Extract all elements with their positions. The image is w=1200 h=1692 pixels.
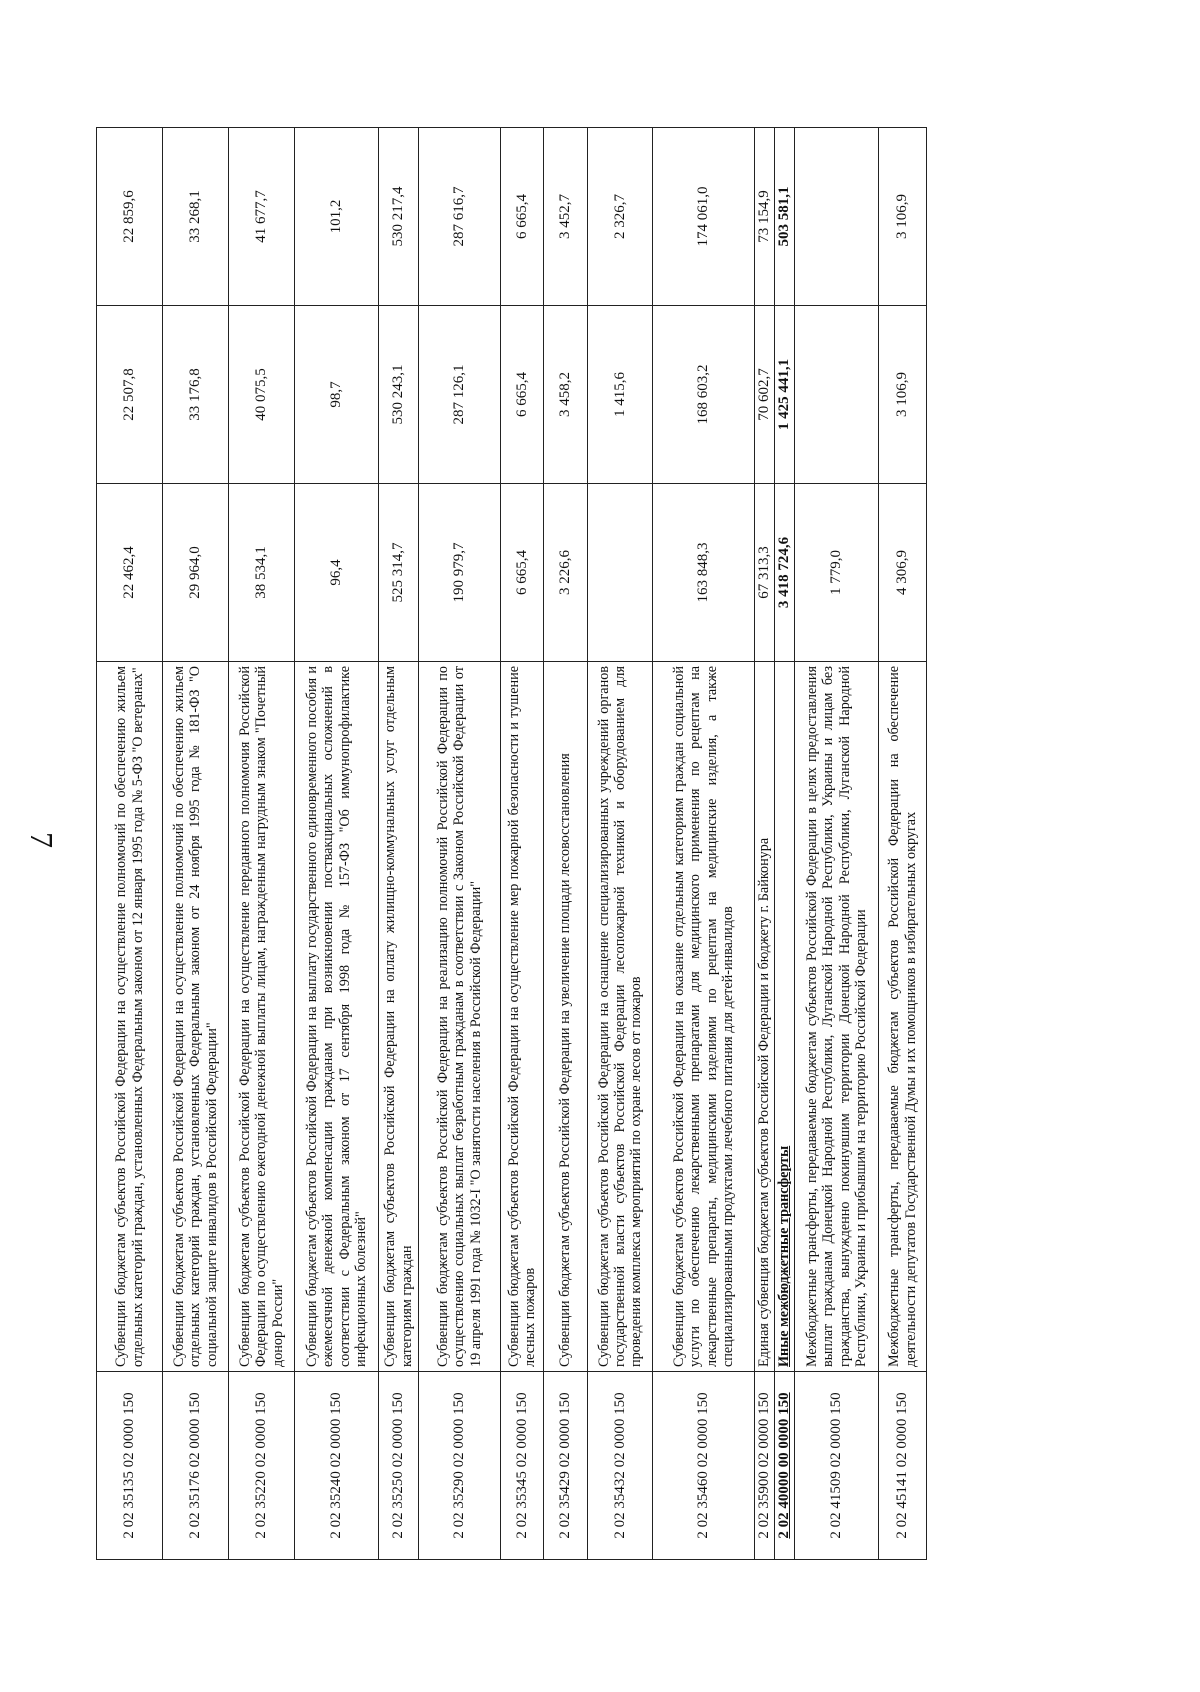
table-row xyxy=(501,128,544,1560)
table-row xyxy=(588,128,653,1560)
amount-cell-year-1: 29 964,0 xyxy=(163,484,229,662)
amount-cell-year-2: 3 458,2 xyxy=(544,306,588,484)
amount-cell-year-3: 3 452,7 xyxy=(544,128,588,306)
amount-cell-year-2: 3 106,9 xyxy=(879,306,927,484)
description-cell: Субвенции бюджетам субъектов Российской Федерации на выплату государственного единовременного пособия и ежемесячной денежной компенсации гражданам при возникновении поствакцинальных осложнений в соответствии с Федеральным законом от 17 сентября 1998 года № 157-ФЗ "Об иммунопрофилактике инфекционных болезней" xyxy=(295,662,379,1372)
amount-cell-year-2: 530 243,1 xyxy=(379,306,419,484)
amount-cell-year-1: 6 665,4 xyxy=(501,484,544,662)
amount-cell-year-2: 1 425 441,1 xyxy=(775,306,795,484)
table-row xyxy=(229,128,295,1560)
budget-code-cell: 2 02 35429 02 0000 150 xyxy=(544,1372,588,1560)
description-cell: Субвенции бюджетам субъектов Российской Федерации на оплату жилищно-коммунальных услуг отдельным категориям граждан xyxy=(379,662,419,1372)
description-cell: Иные межбюджетные трансферты xyxy=(775,662,795,1372)
amount-cell-year-2 xyxy=(795,306,879,484)
budget-code-cell: 2 02 35460 02 0000 150 xyxy=(653,1372,755,1560)
description-cell: Единая субвенция бюджетам субъектов Российской Федерации и бюджету г. Байконура xyxy=(755,662,775,1372)
budget-code-cell: 2 02 35240 02 0000 150 xyxy=(295,1372,379,1560)
amount-cell-year-1: 96,4 xyxy=(295,484,379,662)
amount-cell-year-1: 1 779,0 xyxy=(795,484,879,662)
table-row xyxy=(544,128,588,1560)
description-cell: Субвенции бюджетам субъектов Российской Федерации на реализацию полномочий Российской Федерации по осуществлению социальных выплат безработным гражданам в соответствии с Законом Российской Федерации от 19 апреля 1991 года № 1032-I "О занятости населения в Российской Федерации" xyxy=(419,662,501,1372)
table-row xyxy=(97,128,163,1560)
amount-cell-year-2: 287 126,1 xyxy=(419,306,501,484)
budget-table xyxy=(96,127,927,1560)
budget-document xyxy=(96,128,919,1560)
budget-code-cell: 2 02 45141 02 0000 150 xyxy=(879,1372,927,1560)
amount-cell-year-1: 190 979,7 xyxy=(419,484,501,662)
amount-cell-year-1 xyxy=(588,484,653,662)
amount-cell-year-3: 101,2 xyxy=(295,128,379,306)
amount-cell-year-3: 287 616,7 xyxy=(419,128,501,306)
amount-cell-year-1: 3 226,6 xyxy=(544,484,588,662)
amount-cell-year-2: 40 075,5 xyxy=(229,306,295,484)
budget-code-cell: 2 02 35900 02 0000 150 xyxy=(755,1372,775,1560)
amount-cell-year-3 xyxy=(795,128,879,306)
amount-cell-year-3: 41 677,7 xyxy=(229,128,295,306)
description-cell: Субвенции бюджетам субъектов Российской Федерации на оснащение специализированных учреждений органов государственной власти субъектов Российской Федерации лесопожарной техникой и оборудованием для проведения комплекса мероприятий по охране лесов от пожаров xyxy=(588,662,653,1372)
amount-cell-year-3: 22 859,6 xyxy=(97,128,163,306)
amount-cell-year-1: 38 534,1 xyxy=(229,484,295,662)
amount-cell-year-2: 22 507,8 xyxy=(97,306,163,484)
description-cell: Межбюджетные трансферты, передаваемые бюджетам субъектов Российской Федерации в целях предоставления выплат гражданам Донецкой Народной Республики, Луганской Народной Республики, Украины и лицам без гражданства, вынужденно покинувшим территории Донецкой Народной Республики, Луганской Народной Республики, Украины и прибывшим на территорию Российской Федерации xyxy=(795,662,879,1372)
table-row xyxy=(755,128,775,1560)
table-row xyxy=(419,128,501,1560)
budget-code-cell: 2 02 35220 02 0000 150 xyxy=(229,1372,295,1560)
amount-cell-year-3: 73 154,9 xyxy=(755,128,775,306)
page-number: 7 xyxy=(24,832,60,848)
amount-cell-year-3: 503 581,1 xyxy=(775,128,795,306)
description-cell: Субвенции бюджетам субъектов Российской Федерации на осуществление полномочий по обеспечению жильем отдельных категорий граждан, установленных Федеральным законом от 24 ноября 1995 года № 181-ФЗ "О социальной защите инвалидов в Российской Федерации" xyxy=(163,662,229,1372)
table-row xyxy=(879,128,927,1560)
budget-code-cell: 2 02 35250 02 0000 150 xyxy=(379,1372,419,1560)
amount-cell-year-1: 67 313,3 xyxy=(755,484,775,662)
budget-code-cell: 2 02 35135 02 0000 150 xyxy=(97,1372,163,1560)
amount-cell-year-2: 168 603,2 xyxy=(653,306,755,484)
amount-cell-year-2: 33 176,8 xyxy=(163,306,229,484)
description-cell: Субвенции бюджетам субъектов Российской Федерации на осуществление полномочий по обеспечению жильем отдельных категорий граждан, установленных Федеральным законом от 12 января 1995 года № 5-ФЗ "О ветеранах" xyxy=(97,662,163,1372)
amount-cell-year-3: 33 268,1 xyxy=(163,128,229,306)
table-row xyxy=(795,128,879,1560)
amount-cell-year-1: 525 314,7 xyxy=(379,484,419,662)
budget-code-cell: 2 02 35432 02 0000 150 xyxy=(588,1372,653,1560)
budget-code-cell: 2 02 41509 02 0000 150 xyxy=(795,1372,879,1560)
description-cell: Субвенции бюджетам субъектов Российской Федерации на увеличение площади лесовосстановления xyxy=(544,662,588,1372)
amount-cell-year-1: 4 306,9 xyxy=(879,484,927,662)
description-cell: Субвенции бюджетам субъектов Российской Федерации на осуществление переданного полномочия Российской Федерации по осуществлению ежегодной денежной выплаты лицам, награжденным нагрудным знаком "Почетный донор России" xyxy=(229,662,295,1372)
description-cell: Субвенции бюджетам субъектов Российской Федерации на осуществление мер пожарной безопасности и тушение лесных пожаров xyxy=(501,662,544,1372)
amount-cell-year-3: 530 217,4 xyxy=(379,128,419,306)
amount-cell-year-2: 1 415,6 xyxy=(588,306,653,484)
amount-cell-year-1: 163 848,3 xyxy=(653,484,755,662)
amount-cell-year-3: 6 665,4 xyxy=(501,128,544,306)
budget-code-cell: 2 02 35345 02 0000 150 xyxy=(501,1372,544,1560)
amount-cell-year-3: 3 106,9 xyxy=(879,128,927,306)
amount-cell-year-1: 22 462,4 xyxy=(97,484,163,662)
table-row xyxy=(379,128,419,1560)
table-row xyxy=(653,128,755,1560)
description-cell: Субвенции бюджетам субъектов Российской Федерации на оказание отдельным категориям граждан социальной услуги по обеспечению лекарственными препаратами для медицинского применения по рецептам на лекарственные препараты, медицинскими изделиями по рецептам на медицинские изделия, а также специализированными продуктами лечебного питания для детей-инвалидов xyxy=(653,662,755,1372)
amount-cell-year-2: 6 665,4 xyxy=(501,306,544,484)
budget-code-cell: 2 02 40000 00 0000 150 xyxy=(775,1372,795,1560)
table-row xyxy=(775,128,795,1560)
amount-cell-year-2: 70 602,7 xyxy=(755,306,775,484)
amount-cell-year-2: 98,7 xyxy=(295,306,379,484)
table-row xyxy=(163,128,229,1560)
amount-cell-year-3: 174 061,0 xyxy=(653,128,755,306)
description-cell: Межбюджетные трансферты, передаваемые бюджетам субъектов Российской Федерации на обеспечение деятельности депутатов Государственной Думы и их помощников в избирательных округах xyxy=(879,662,927,1372)
budget-code-cell: 2 02 35176 02 0000 150 xyxy=(163,1372,229,1560)
amount-cell-year-3: 2 326,7 xyxy=(588,128,653,306)
budget-code-cell: 2 02 35290 02 0000 150 xyxy=(419,1372,501,1560)
amount-cell-year-1: 3 418 724,6 xyxy=(775,484,795,662)
table-row xyxy=(295,128,379,1560)
budget-table-body xyxy=(97,128,927,1560)
